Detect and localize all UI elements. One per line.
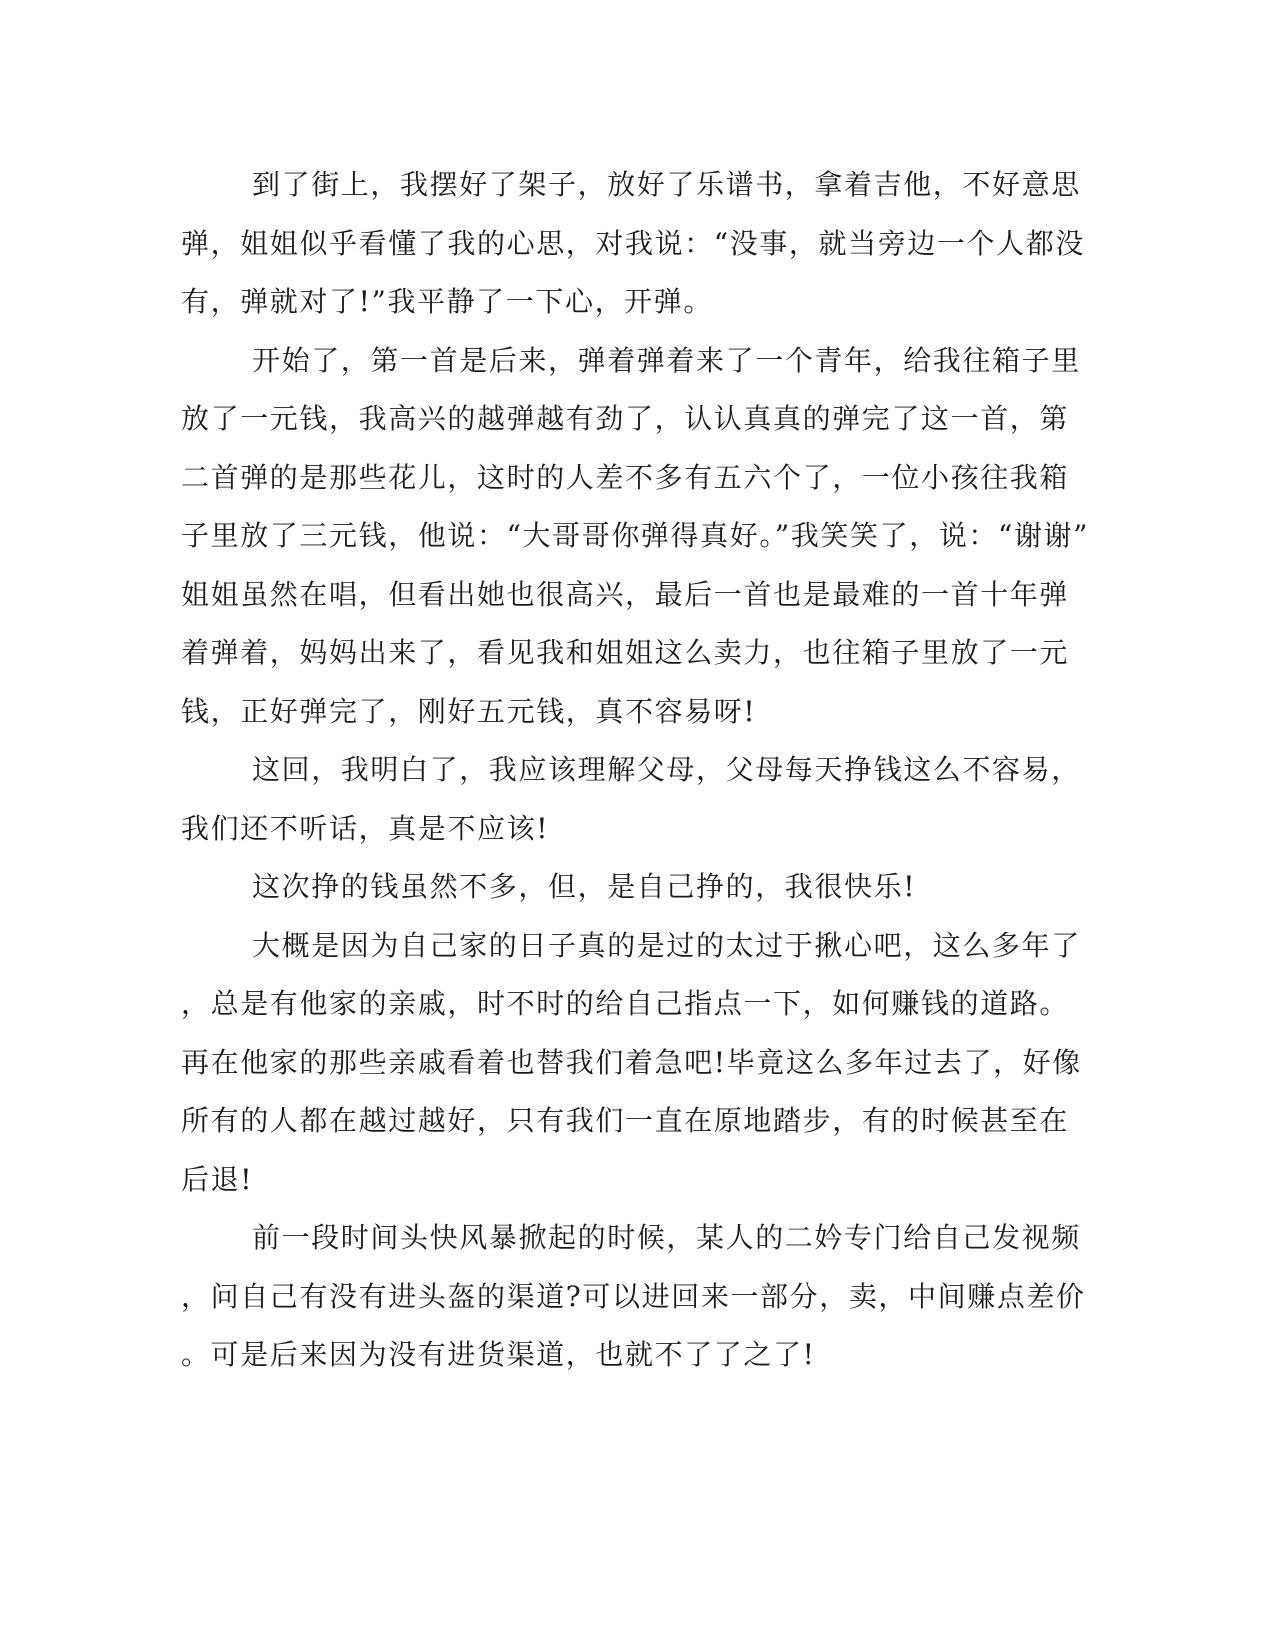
- paragraph-helmets: [181, 1209, 1086, 1385]
- text-line: 我们还不听话，真是不应该!: [181, 811, 550, 845]
- text-line: ，总是有他家的亲戚，时不时的给自己指点一下，如何赚钱的道路。: [181, 987, 1070, 1020]
- text-line: 姐姐虽然在唱，但看出她也很高兴，最后一首也是最难的一首十年弹: [181, 577, 1070, 611]
- text-line: 。可是后来因为没有进货渠道，也就不了了之了!: [181, 1338, 816, 1371]
- paragraph-happiness: [181, 858, 1041, 917]
- text-line: 前一段时间头快风暴掀起的时候，某人的二妗专门给自己发视频: [252, 1221, 1081, 1254]
- text-line: 二首弹的是那些花儿，这时的人差不多有五六个了，一位小孩往我箱: [181, 460, 1070, 494]
- text-line: 有，弹就对了!”我平静了一下心，开弹。: [181, 285, 713, 318]
- text-line: 所有的人都在越过越好，只有我们一直在原地踏步，有的时候甚至在: [181, 1104, 1070, 1137]
- text-line: 大概是因为自己家的日子真的是过的太过于揪心吧，这么多年了: [252, 928, 1081, 962]
- text-line: 后退!: [181, 1162, 254, 1196]
- text-line: 再在他家的那些亲戚看着也替我们着急吧!毕竟这么多年过去了，好像: [181, 1045, 1082, 1079]
- text-line: 钱，正好弹完了，刚好五元钱，真不容易呀!: [181, 694, 757, 728]
- text-line: 这回，我明白了，我应该理解父母，父母每天挣钱这么不容易，: [252, 753, 1081, 786]
- text-line: 开始了，第一首是后来，弹着弹着来了一个青年，给我往箱子里: [252, 343, 1081, 377]
- text-line: 到了街上，我摆好了架子，放好了乐谱书，拿着吉他，不好意思: [252, 168, 1081, 201]
- paragraph-street-setup: [181, 156, 1085, 332]
- text-line: 着弹着，妈妈出来了，看见我和姐姐这么卖力，也往箱子里放了一元: [181, 636, 1070, 669]
- text-line: 子里放了三元钱，他说：“大哥哥你弹得真好。”我笑笑了，说：“谢谢”: [181, 519, 1090, 552]
- text-line: 放了一元钱，我高兴的越弹越有劲了，认认真真的弹完了这一首，第: [181, 402, 1070, 435]
- paragraph-performance: [181, 332, 1090, 742]
- paragraph-relatives: [181, 917, 1082, 1210]
- text-line: 这次挣的钱虽然不多，但，是自己挣的，我很快乐!: [252, 870, 917, 903]
- document-body: [181, 156, 1090, 1385]
- paragraph-understanding: [181, 741, 1081, 858]
- text-line: 弹，姐姐似乎看懂了我的心思，对我说：“没事，就当旁边一个人都没: [181, 226, 1085, 260]
- text-line: ，问自己有没有进头盔的渠道?可以进回来一部分，卖，中间赚点差价: [181, 1279, 1086, 1313]
